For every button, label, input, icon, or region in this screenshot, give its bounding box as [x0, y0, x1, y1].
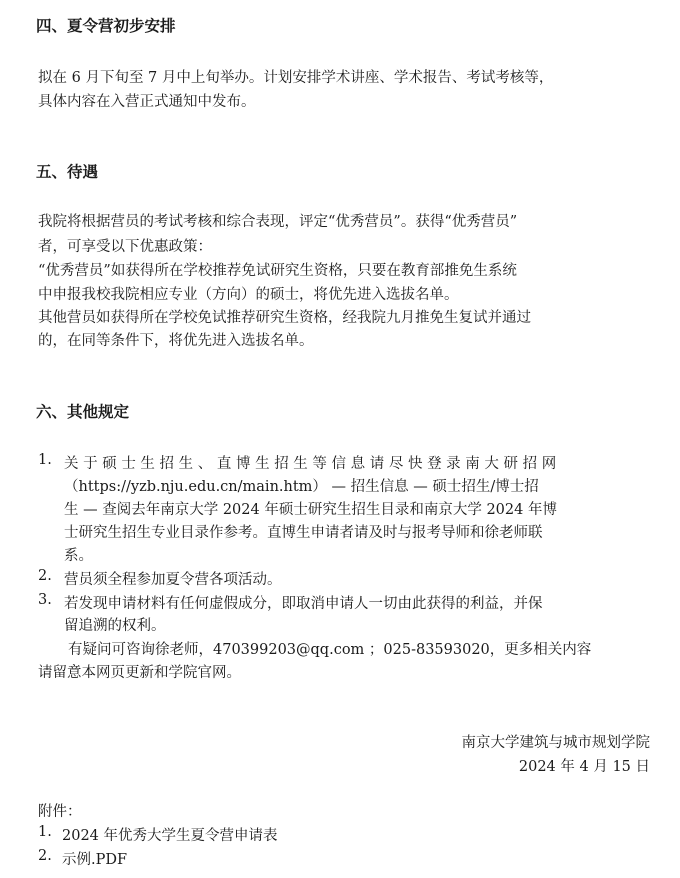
- section-4-heading: 四、夏令营初步安排: [36, 17, 176, 35]
- contact-line-1: 有疑问可咨询徐老师，470399203@qq.com ；025-83593020，更多相关内容: [68, 642, 592, 658]
- contact-line-2: 请留意本网页更新和学院官网。: [38, 665, 241, 681]
- rule-3-line-2: 留追溯的权利。: [64, 618, 166, 634]
- section-5-line-2: 者，可享受以下优惠政策：: [38, 239, 212, 255]
- attachment-2-number: 2.: [38, 848, 52, 864]
- section-5-line-4: 中申报我校我院相应专业（方向）的硕士，将优先进入选拔名单。: [38, 287, 459, 303]
- section-5-line-3: “优秀营员”如获得所在学校推荐免试研究生资格，只要在教育部推免生系统: [38, 263, 517, 279]
- rule-3-line-1: 若发现申请材料有任何虚假成分，即取消申请人一切由此获得的利益，并保: [64, 596, 543, 612]
- attachment-1-number: 1.: [38, 824, 52, 840]
- section-5-line-5: 其他营员如获得所在学校免试推荐研究生资格，经我院九月推免生复试并通过: [38, 310, 531, 326]
- rule-2-line-1: 营员须全程参加夏令营各项活动。: [64, 572, 282, 588]
- attachment-1-link[interactable]: 2024 年优秀大学生夏令营申请表: [62, 828, 278, 844]
- rule-3-number: 3.: [38, 592, 52, 608]
- attachment-2-link[interactable]: 示例.PDF: [62, 852, 128, 868]
- section-4-line-2: 具体内容在入营正式通知中发布。: [38, 94, 256, 110]
- rule-1-line-3: 生 — 查阅去年南京大学 2024 年硕士研究生招生目录和南京大学 2024 年博: [64, 502, 557, 518]
- rule-2-number: 2.: [38, 568, 52, 584]
- attachments-label: 附件：: [38, 804, 82, 820]
- rule-1-line-1: 关 于 硕 士 生 招 生 、 直 博 生 招 生 等 信 息 请 尽 快 登 录 南 大 研 招 网: [64, 456, 557, 472]
- rule-1-line-2: （https://yzb.nju.edu.cn/main.htm） — 招生信息 — 硕士招生/博士招: [64, 479, 539, 495]
- section-4-line-1: 拟在 6 月下旬至 7 月中上旬举办。计划安排学术讲座、学术报告、考试考核等，: [38, 70, 554, 86]
- signature-org: 南京大学建筑与城市规划学院: [461, 735, 650, 751]
- signature-date: 2024 年 4 月 15 日: [518, 759, 650, 775]
- rule-1-number: 1.: [38, 452, 52, 468]
- section-6-heading: 六、其他规定: [36, 403, 130, 421]
- section-5-line-6: 的，在同等条件下，将优先进入选拔名单。: [38, 333, 314, 349]
- rule-1-line-4: 士研究生招生专业目录作参考。直博生申请者请及时与报考导师和徐老师联: [64, 525, 543, 541]
- section-5-line-1: 我院将根据营员的考试考核和综合表现，评定“优秀营员”。获得“优秀营员”: [38, 214, 518, 230]
- section-5-heading: 五、待遇: [36, 163, 99, 181]
- rule-1-line-5: 系。: [64, 548, 93, 564]
